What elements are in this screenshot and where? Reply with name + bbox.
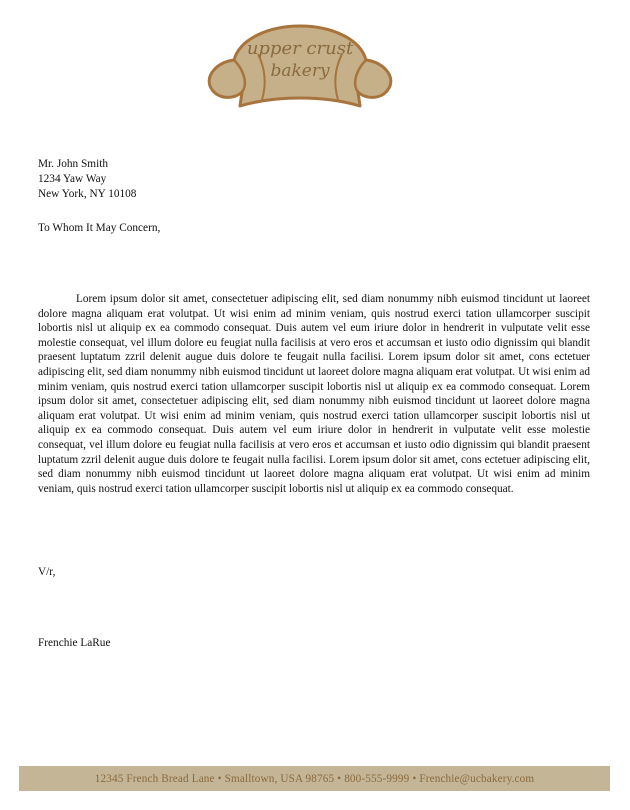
letter-body: Lorem ipsum dolor sit amet, consectetuer adipiscing elit, sed diam nonummy nibh euismod tincidunt ut laoreet dolore magna aliquam erat volutpat. Ut wisi enim ad minim veniam, quis nostrud exerci tation ullamcorper suscipit lobortis nisl ut aliquip ex ea commodo consequat. Duis autem vel eum iriure dolor in hendrerit in vulputate velit esse molestie consequat, vel illum dolore eu feugiat nulla facilisis at vero eros et accumsan et iusto odio dignissim qui blandit praesent luptatum zzril delenit augue duis dolore te feugait nulla facilisi. Lorem ipsum dolor sit amet, cons ectetuer adipiscing elit, sed diam nonummy nibh euismod tincidunt ut laoreet dolore magna aliquam erat volutpat. Ut wisi enim ad minim veniam, quis nostrud exerci tation ullamcorper suscipit lobortis nisl ut aliquip ex ea commodo consequat. Lorem ipsum dolor sit amet, consectetuer adipiscing elit, sed diam nonummy nibh euismod tincidunt ut laoreet dolore magna aliquam erat volutpat. Ut wisi enim ad minim veniam, quis nostrud exerci tation ullamcorper suscipit lobortis nisl ut aliquip ex ea commodo consequat. Duis autem vel eum iriure dolor in hendrerit in vulputate velit esse molestie consequat, vel illum dolore eu feugiat nulla facilisis at vero eros et accumsan et iusto odio dignissim qui blandit praesent luptatum zzril delenit augue duis dolore te feugait nulla facilisi. Lorem ipsum dolor sit amet, cons ectetuer adipiscing elit, sed diam nonummy nibh euismod tincidunt ut laoreet dolore magna aliquam erat volutpat. Ut wisi enim ad minim veniam, quis nostrud exerci tation ullamcorper suscipit lobortis nisl ut aliquip ex ea commodo consequat. [38,293,590,495]
logo-text-line1: upper crust [246,38,354,59]
recipient-city: New York, NY 10108 [38,188,137,200]
footer-contact-text: 12345 French Bread Lane • Smalltown, USA 98765 • 800-555-9999 • Frenchie@ucbakery.com [94,772,535,785]
recipient-address [38,157,136,202]
logo-text-line2: bakery [270,61,330,81]
closing: V/r, [38,566,56,578]
signature-name: Frenchie LaRue [38,637,111,649]
bakery-logo [200,14,400,114]
recipient-street: 1234 Yaw Way [38,173,107,185]
footer-bar [19,766,610,791]
recipient-name: Mr. John Smith [38,158,108,170]
salutation: To Whom It May Concern, [38,222,161,234]
